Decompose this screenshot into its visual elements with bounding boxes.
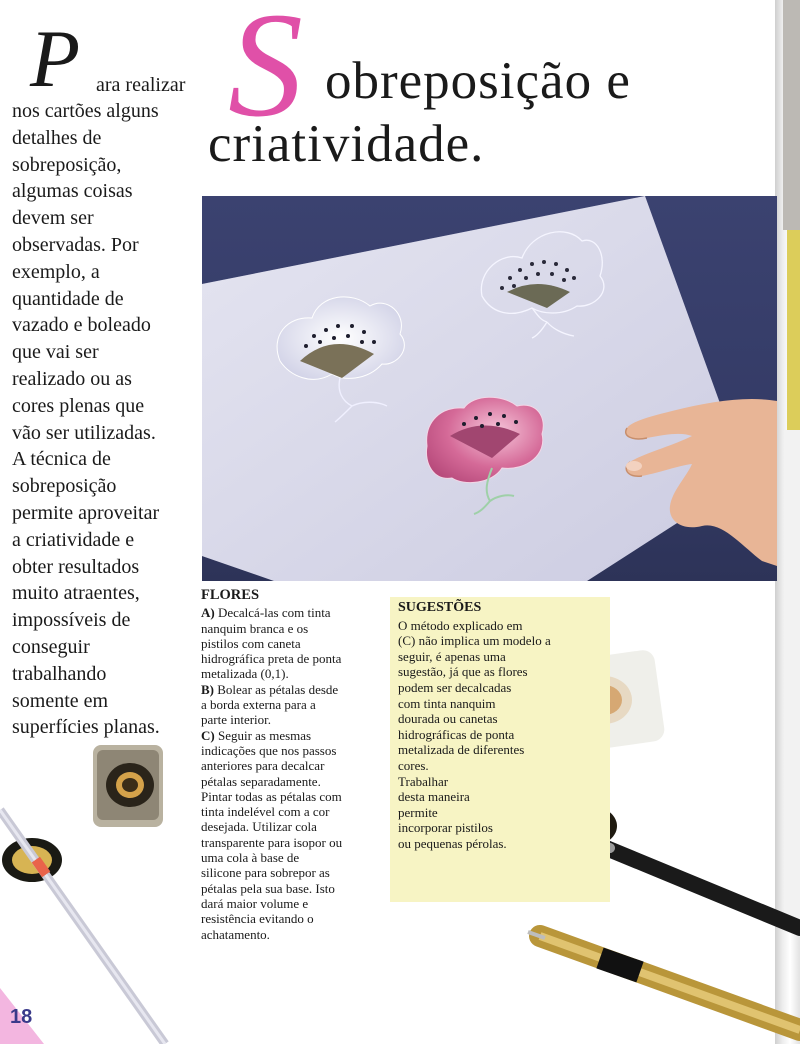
intro-line: A técnica de	[12, 448, 111, 471]
intro-line: quantidade de	[12, 287, 124, 310]
intro-line: somente em	[12, 689, 109, 712]
flores-line: indicações que nos passos	[201, 742, 337, 758]
flores-line: resistência evitando o	[201, 911, 314, 927]
intro-line: sobreposição	[12, 475, 117, 498]
intro-line: obter resultados	[12, 555, 140, 578]
flores-line: nanquim branca e os	[201, 620, 309, 636]
flores-line: metalizada (0,1).	[201, 666, 289, 682]
suggestion-line: hidrográficas de ponta	[398, 726, 515, 742]
flores-line: hidrográfica preta de ponta	[201, 651, 342, 667]
intro-line: detalhes de	[12, 126, 102, 149]
suggestion-line: permite	[398, 804, 438, 820]
flores-line: tinta indelével com a cor	[201, 804, 330, 820]
suggestion-line: incorporar pistilos	[398, 820, 493, 836]
step-b-text: Bolear as pétalas desde	[214, 681, 339, 697]
flores-line: transparente para isopor ou	[201, 834, 343, 850]
intro-line: cores plenas que	[12, 394, 145, 417]
intro-line: que vai ser	[12, 341, 99, 364]
ink-jar-left	[93, 745, 163, 827]
step-a-label: A)	[201, 605, 215, 621]
suggestion-line: (C) não implica um modelo a	[398, 633, 551, 649]
suggestions-lines	[398, 618, 608, 852]
intro-line: trabalhando	[12, 662, 107, 685]
flores-line: pétalas pela sua base. Isto	[201, 880, 335, 896]
suggestions-text	[398, 600, 608, 852]
suggestion-line: Trabalhar	[398, 773, 449, 789]
intro-line: sobreposição,	[12, 153, 122, 176]
intro-line: vão ser utilizadas.	[12, 421, 156, 444]
suggestion-line: O método explicado em	[398, 617, 523, 633]
suggestion-line: podem ser decalcadas	[398, 679, 512, 695]
flores-line: pétalas separadamente.	[201, 773, 321, 789]
suggestion-line: sugestão, já que as flores	[398, 664, 528, 680]
flores-line: a borda externa para a	[201, 697, 316, 713]
intro-line: conseguir	[12, 635, 90, 658]
intro-line: algumas coisas	[12, 180, 133, 203]
intro-line: observadas. Por	[12, 233, 139, 256]
step-c-text: Seguir as mesmas	[214, 727, 312, 743]
flores-line: uma cola à base de	[201, 850, 300, 866]
step-a-text: Decalcá-las com tinta	[214, 605, 331, 621]
intro-line: exemplo, a	[12, 260, 100, 283]
intro-line: impossíveis de	[12, 609, 131, 632]
flores-heading: FLORES	[201, 587, 260, 603]
intro-line: superfícies planas.	[12, 716, 160, 739]
suggestion-line: com tinta nanquim	[398, 695, 496, 711]
suggestions-heading: SUGESTÕES	[398, 600, 482, 615]
flores-line: desejada. Utilizar cola	[201, 819, 317, 835]
page-title-line1: obreposição e	[325, 52, 631, 110]
intro-drop-cap: P	[30, 13, 81, 104]
intro-line: permite aproveitar	[12, 501, 160, 524]
suggestion-line: ou pequenas pérolas.	[398, 835, 507, 851]
page-number: 18	[10, 1006, 33, 1028]
suggestion-line: seguir, é apenas uma	[398, 648, 506, 664]
intro-line: nos cartões alguns	[12, 100, 159, 122]
flores-line: achatamento.	[201, 926, 270, 942]
intro-line: muito atraentes,	[12, 582, 140, 605]
title-drop-cap: S	[228, 0, 303, 148]
intro-first-line: ara realizar	[96, 74, 186, 96]
flores-line: parte interior.	[201, 712, 272, 728]
flores-line: Pintar todas as pétalas com	[201, 788, 342, 804]
flores-line: pistilos com caneta	[201, 635, 301, 651]
flores-line: anteriores para decalcar	[201, 758, 325, 774]
intro-line: a criatividade e	[12, 528, 135, 551]
step-b-label: B)	[201, 681, 214, 697]
intro-line: devem ser	[12, 207, 94, 230]
flores-line: silicone para sobrepor as	[201, 865, 330, 881]
suggestion-line: desta maneira	[398, 789, 470, 805]
suggestion-line: dourada ou canetas	[398, 711, 498, 727]
suggestion-line: metalizada de diferentes	[398, 742, 525, 758]
suggestion-line: cores.	[398, 757, 429, 773]
flores-line: dará maior volume e	[201, 895, 309, 911]
intro-line: realizado ou as	[12, 367, 132, 390]
page-title-line2: criatividade.	[208, 115, 485, 173]
intro-line: vazado e boleado	[12, 314, 151, 337]
technical-pen	[528, 932, 800, 1030]
step-c-label: C)	[201, 727, 215, 743]
